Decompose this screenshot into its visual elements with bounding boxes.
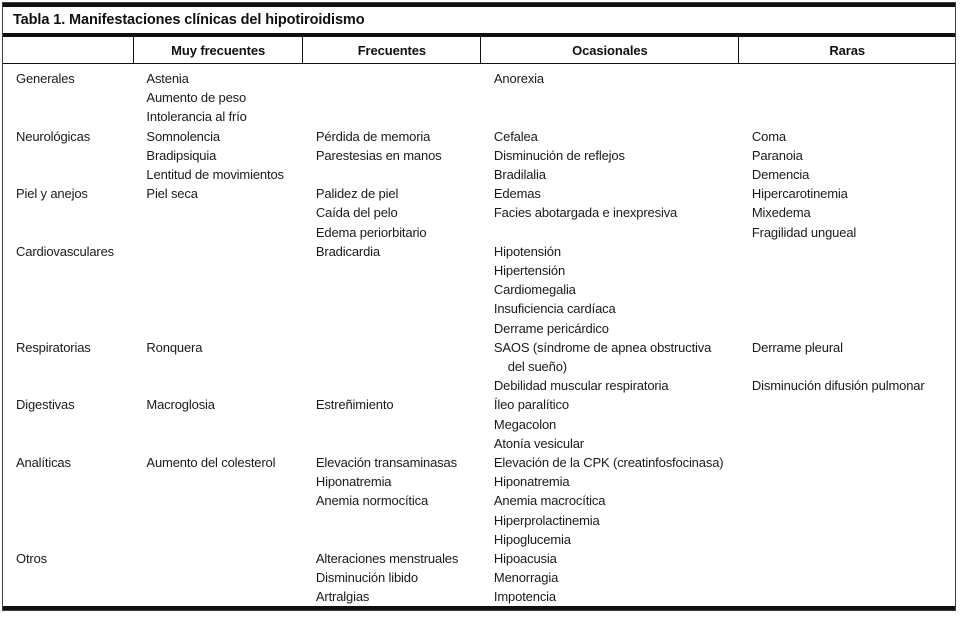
table-cell-muy-frecuentes [133, 395, 302, 453]
cell-line: Hiperprolactinemia [493, 512, 600, 528]
row-category [3, 64, 133, 127]
cell-line: Coma [751, 128, 786, 144]
cell-line: Debilidad muscular respiratoria [493, 378, 669, 394]
cell-line: Derrame pleural [751, 339, 843, 355]
row-category-label: Piel y anejos [16, 186, 88, 202]
table-row [3, 453, 955, 549]
cell-line: Hipertensión [493, 263, 566, 279]
cell-line: Paranoia [751, 147, 803, 163]
cell-line [752, 357, 951, 376]
cell-line: Intolerancia al frío [146, 109, 247, 125]
cell-line: Menorragia [493, 570, 559, 586]
cell-line: Hiponatremia [493, 474, 570, 490]
row-category [3, 242, 133, 338]
cell-line: Lentitud de movimientos [146, 167, 284, 183]
cell-line: Hipoglucemia [493, 531, 571, 547]
table-title: Tabla 1. Manifestaciones clínicas del hipotiroidismo [13, 12, 365, 28]
row-category [3, 127, 133, 185]
table-cell-frecuentes [303, 127, 481, 185]
table-cell-muy-frecuentes [133, 184, 302, 242]
cell-line: Facies abotargada e inexpresiva [493, 205, 678, 221]
table-row [3, 242, 955, 338]
cell-line: SAOS (síndrome de apnea obstructiva [493, 339, 712, 355]
table-cell-frecuentes [303, 395, 481, 453]
table-cell-raras [739, 242, 955, 338]
cell-line: Megacolon [493, 416, 557, 432]
table-cell-muy-frecuentes [133, 549, 302, 607]
cell-line: Estreñimiento [315, 397, 394, 413]
cell-line: Caída del pelo [315, 205, 398, 221]
cell-line: Hipercarotinemia [751, 186, 848, 202]
table-cell-ocasionales [481, 184, 739, 242]
row-category [3, 184, 133, 242]
cell-line: Artralgias [315, 589, 370, 605]
cell-line: Hipoacusia [493, 551, 557, 567]
table-cell-raras [739, 64, 955, 127]
table-cell-raras [739, 184, 955, 242]
cell-line: Disminución libido [315, 570, 418, 586]
cell-line: Alteraciones menstruales [315, 551, 459, 567]
table-cell-muy-frecuentes [133, 338, 302, 396]
cell-line: Aumento de peso [146, 90, 247, 106]
clinical-manifestations-table [3, 37, 955, 607]
header-row [3, 37, 955, 64]
table-row [3, 184, 955, 242]
table-cell-ocasionales [481, 395, 739, 453]
cell-line: Aumento del colesterol [146, 455, 276, 471]
table-cell-raras [739, 127, 955, 185]
cell-line: Impotencia [493, 589, 556, 605]
table-cell-muy-frecuentes [133, 453, 302, 549]
table-cell-raras [739, 395, 955, 453]
table-cell-raras [739, 549, 955, 607]
row-category [3, 549, 133, 607]
row-category-label: Analíticas [16, 455, 71, 471]
table-row [3, 64, 955, 127]
row-category [3, 395, 133, 453]
cell-line: Elevación de la CPK (creatinfosfocinasa) [493, 455, 724, 471]
table-cell-ocasionales [481, 64, 739, 127]
cell-line: Demencia [751, 167, 810, 183]
row-category-label: Digestivas [16, 397, 75, 413]
cell-line: Cefalea [493, 128, 538, 144]
cell-line: Bradicardia [315, 243, 380, 259]
cell-line: Parestesias en manos [315, 147, 442, 163]
column-header-frecuentes: Frecuentes [303, 37, 481, 64]
table-cell-frecuentes [303, 242, 481, 338]
cell-line: Insuficiencia cardíaca [493, 301, 616, 317]
cell-line: Pérdida de memoria [315, 128, 431, 144]
table-cell-raras [739, 453, 955, 549]
row-category [3, 453, 133, 549]
cell-line: Anorexia [493, 71, 544, 86]
row-category [3, 338, 133, 396]
cell-line: Palidez de piel [315, 186, 399, 202]
cell-line: Atonía vesicular [493, 435, 584, 451]
cell-line: del sueño) [493, 359, 567, 375]
cell-line: Mixedema [751, 205, 811, 221]
table-cell-ocasionales [481, 453, 739, 549]
table-cell-ocasionales [481, 127, 739, 185]
table-cell-frecuentes [303, 453, 481, 549]
cell-line: Elevación transaminasas [315, 455, 457, 471]
column-header-ocasionales: Ocasionales [481, 37, 739, 64]
column-header-raras: Raras [739, 37, 955, 64]
table-cell-muy-frecuentes [133, 64, 302, 127]
cell-line: Disminución de reflejos [493, 147, 625, 163]
cell-line: Ronquera [146, 339, 203, 355]
row-category-label: Respiratorias [16, 339, 91, 355]
cell-line: Astenia [146, 71, 189, 86]
table-cell-muy-frecuentes [133, 127, 302, 185]
cell-line: Hiponatremia [315, 474, 392, 490]
table-cell-ocasionales [481, 242, 739, 338]
table-cell-frecuentes [303, 64, 481, 127]
table-cell-muy-frecuentes [133, 242, 302, 338]
row-category-label: Generales [16, 71, 75, 86]
table-row [3, 338, 955, 396]
cell-line: Bradilalia [493, 167, 546, 183]
table-cell-frecuentes [303, 338, 481, 396]
table-cell-ocasionales [481, 338, 739, 396]
cell-line: Anemia normocítica [315, 493, 429, 509]
cell-line: Macroglosia [146, 397, 215, 413]
cell-line: Bradipsiquia [146, 147, 217, 163]
cell-line: Cardiomegalia [493, 282, 576, 298]
table-row [3, 549, 955, 607]
cell-line: Edemas [493, 186, 541, 202]
cell-line: Piel seca [146, 186, 198, 202]
table-cell-frecuentes [303, 184, 481, 242]
cell-line: Somnolencia [146, 128, 220, 144]
row-category-label: Cardiovasculares [16, 243, 115, 259]
table-cell-frecuentes [303, 549, 481, 607]
cell-line: Hipotensión [493, 243, 561, 259]
cell-line: Anemia macrocítica [493, 493, 606, 509]
column-header-category [3, 37, 133, 64]
cell-line: Íleo paralítico [493, 397, 569, 413]
table-row [3, 127, 955, 185]
table-row [3, 395, 955, 453]
row-category-label: Neurológicas [16, 128, 91, 144]
column-header-muy-frecuentes: Muy frecuentes [133, 37, 302, 64]
bottom-rule [3, 606, 955, 610]
table-cell-raras [739, 338, 955, 396]
cell-line: Fragilidad ungueal [751, 224, 857, 240]
cell-line: Disminución difusión pulmonar [751, 378, 925, 394]
row-category-label: Otros [16, 551, 48, 567]
table-cell-ocasionales [481, 549, 739, 607]
cell-line: Derrame pericárdico [493, 320, 609, 336]
table-frame [2, 2, 956, 611]
cell-line: Edema periorbitario [315, 224, 427, 240]
